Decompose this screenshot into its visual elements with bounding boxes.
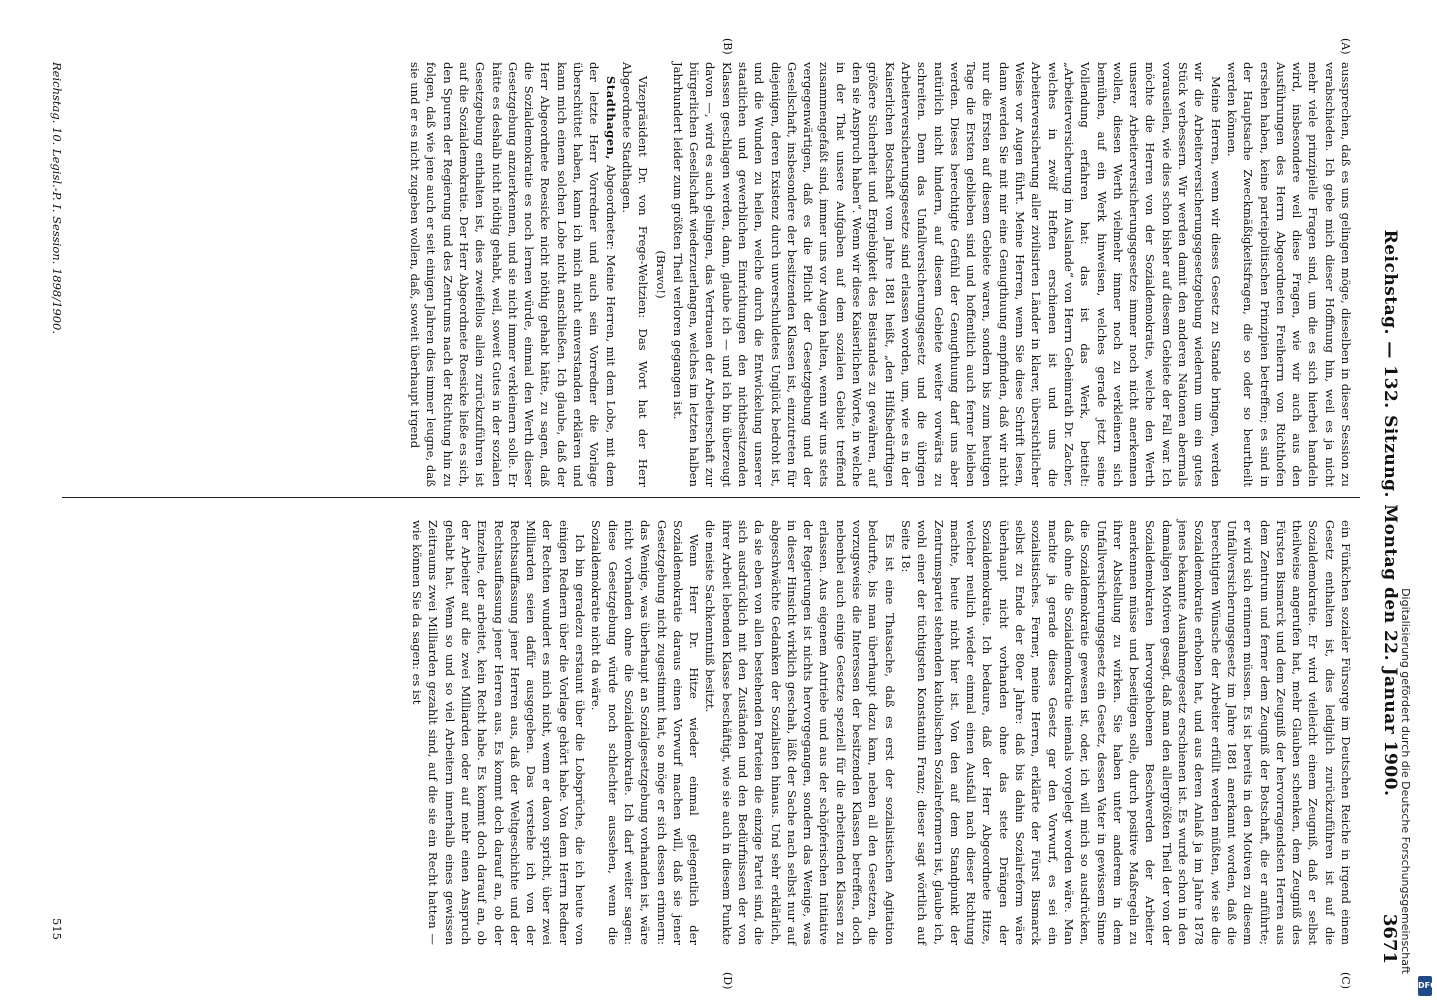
margin-marker-b: (B): [721, 38, 734, 55]
paragraph: Ich bin geradezu erstaunt über die Lobsprüche, die ich heute von einigen Rednern über die Vorlage gehört habe. Von dem Herrn Redner der Rechten wundert es mich nicht, wenn er davon spricht, über zwei Milliarden seien dafür ausgegeben. Das verstehe ich von der Rechtsauffassung jener Herren aus, daß der Weltgeschichte und der Rechtsauffassung jener Herren aus. Es kommt doch darauf an, ob der Einzelne, der arbeitet, kein Recht habe. Es kommt doch darauf an, ob der Arbeiter auf die zwei Milliarden oder auf mehr einen Anspruch gehabt hat. Wenn so und so viel Arbeitern innerhalb eines gewissen Zeitraums zwei Milliarden gezahlt sind, auf die sie ein Recht hatten — wie können Sie da sagen: es ist: [410, 520, 588, 945]
paragraph: aussprechen, daß es uns gelingen möge, dieselben in dieser Session zu verabschieden. Ich gebe mich dieser Hoffnung hin, weil es ja nicht mehr viele prinzipielle Fragen sind, um die es sich hierbei handeln wird, insbesondere weil diese Fragen, wie wir auch aus den Ausführungen des Herrn Abgeordneten Freiherrn von Richthofen ersehen haben, keine parteipolitischen Prinzipien betreffen; es sind in der Hauptsache Zweckmäßigkeitsfragen, die so oder so beurtheilt werden können.: [1224, 62, 1353, 487]
margin-marker-d: (D): [721, 972, 734, 990]
page-number: 3671: [1379, 913, 1400, 964]
right-column: [68, 520, 1354, 945]
president-announcement: Vizepräsident Dr. von Frege-Weltzien: Das Wort hat der Herr Abgeordnete Stadthagen.: [619, 62, 651, 487]
paragraph: Wenn Herr Dr. Hitze wieder einmal gelegentlich der Sozialdemokratie daraus einen Vorwurf machen will, daß sie jener Gesetzgebung nicht zugestimmt hat, so möge er sich dessen erinnern: das Wenige, was überhaupt an Sozialgesetzgebung vorhanden ist, wäre nicht vorhanden ohne die Sozialdemokratie. Ich darf weiter sagen: diese Gesetzgebung würde noch schlechter aussehen, wenn die Sozialdemokratie nicht da wäre.: [589, 520, 702, 945]
speech-paragraph: [407, 62, 619, 487]
speech-text: Meine Herren, mit dem Lobe, mit dem der letzte Herr Vorredner und auch sein Vorredner die Vorlage überschüttet haben, kann ich mich nicht einverstanden erklären und kann mich einem solchen Lobe nicht anschließen. Ich glaube, daß der Herr Abgeordnete Roesicke nicht nöthig gehabt hätte, zu sagen, daß die Sozialdemokratie es noch lernen würde, einmal den Werth dieser Gesetzgebung anzuerkennen, und sie nicht immer verkleinern solle. Er hätte es deshalb nicht nöthig gehabt, weil, soweit Gutes in der sozialen Gesetzgebung enthalten ist, dies zweifellos allein zurückzuführen ist auf die Sozialdemokratie. Der Herr Abgeordnete Roesicke ließe es sich, den Spuren der Regierung und des Zentrums nach der Richtung hin zu folgen, daß wie jene auch er seit einigen Jahren dies immer leugne, daß sie und er es nicht zugeben wollen, daß, soweit überhaupt irgend: [408, 62, 618, 488]
margin-marker-c: (C): [1339, 972, 1352, 989]
margin-marker-a: (A): [1339, 38, 1352, 55]
applause-note: (Bravo!): [653, 250, 668, 299]
paragraph: ein Fünkchen sozialer Fürsorge im Deutschen Reiche in irgend einem Gesetz enthalten ist, dies lediglich zurückzuführen ist auf die Sozialdemokratie. Er wird vielleicht einem Zeugniß, daß er selbst theilweise angerufen hat, mehr Glauben schenken, dem Zeugniß des Fürsten Bismarck und dem Zeugniß der hervorragendsten Herren aus dem Zentrum und ferner dem Zeugniß der Botschaft, die er anführte; er wird sich erinnern müssen. Es ist bereits in den Motiven zu diesem Unfallversicherungsgesetz im Jahre 1881 anerkannt worden, daß die berechtigten Wünsche der Arbeiter erfüllt werden müßten, wie sie die Sozialdemokratie erhoben hat, und aus deren Anlaß ja im Jahre 1878 jenes bekannte Ausnahmegesetz erschienen ist. Es wurde schon in den damaligen Motiven gesagt, daß man den allergrößten Theil der von der Sozialdemokraten hervorgehobenen Beschwerden der Arbeiter anerkennen müsse und beseitigen solle, durch positive Maßregeln zu ihrer Abstellung zu wirken. Sie haben unter anderem in dem Unfallversicherungsgesetz ein Gesetz, dessen Vater in gewissem Sinne die Sozialdemokratie gewesen ist, oder, ich will mich so ausdrücken, daß ohne die Sozialdemokratie niemals vorgelegt worden wäre. Man machte ja gerade dieses Gesetz gar den Vorwurf, es sei ein sozialistisches. Ferner, meine Herren, erklärte der Fürst Bismarck selbst zu Ende der 80er Jahre: daß bis dahin Sozialreform wäre überhaupt nicht vorhanden ohne das stete Drängen der Sozialdemokratie. Ich bedaure, daß der Herr Abgeordnete Hitze, welcher neulich wieder einmal einen Ausfall nach dieser Richtung machte, heute nicht hier ist. Von den auf dem Standpunkt der Zentrumspartei stehenden katholischen Sozialreformern ist, glaube ich, wohl einer der tüchtigsten Konstantin Franz; dieser sagt wörtlich auf Seite 18:: [898, 520, 1353, 945]
speaker-role: Abgeordneter:: [603, 164, 618, 251]
dfg-credit-text: Digitalisierung gefördert durch die Deutsche Forschungsgemeinschaft: [1399, 588, 1412, 974]
footer-session: Reichstag. 10. Legisl.-P. I. Session. 1898/1900.: [50, 62, 64, 335]
footer-sheet-number: 515: [50, 918, 64, 940]
dfg-logo-icon: DFG: [1418, 976, 1432, 996]
quote-paragraph: Es ist eine Thatsache, daß es erst der sozialistischen Agitation bedurfte, bis man überhaupt dazu kam, neben all den Gesetzen, die vorzugsweise die Interessen der besitzenden Klassen betreffen, doch nebenbei auch einige Gesetze speziell für die arbeitenden Klassen zu erlassen. Aus eigenem Antriebe und aus der schöpferischen Initiative der Regierungen ist nichts hervorgegangen, sondern das Wenige, was in dieser Hinsicht wirklich geschah, läßt der Sache nach selbst nur auf abgeschwächte Gedanken der Sozialisten hinaus. Und sehr erklärlich, da sie eben von allen bestehenden Parteien die einzige Partei sind, die sich ausdrücklich mit den Zuständen und den Bedürfnissen der von ihrer Arbeit lebenden Klasse beschäftigt, wie sie auch in diesem Punkte die meiste Sachkenntniß besitzt.: [703, 520, 897, 945]
header-title: Reichstag. — 132. Sitzung. Montag den 22. Januar 1900.: [1380, 229, 1400, 797]
paragraph: Meine Herren, wenn wir dieses Gesetz zu Stande bringen, werden wir die Arbeiterversicherungsgesetzgebung wiederum um ein gutes Stück verbessern. Wir werden damit den anderen Nationen abermals vorauseilen, wie dies schon bisher auf diesem Gebiete der Fall war. Ich möchte die Herren von der Sozialdemokratie, welche den Werth unserer Arbeiterversicherungsgesetze immer noch nicht anerkennen wollen, diesen Werth vielmehr immer noch zu verkleinern sich bemühen, auf ein Werk hinweisen, welches gerade jetzt seine Vollendung erfahren hat: das ist das Werk, betitelt: „Arbeiterversicherung im Auslande“ von Herrn Geheimrath Dr. Zacher, welches in zwölf Heften erschienen ist und uns die Arbeiterversicherung aller zivilisirten Länder in klarer, übersichtlicher Weise vor Augen führt. Meine Herren, wenn Sie diese Schrift lesen, dann werden Sie mit mir eine Genugthuung empfinden, daß wir nicht nur die Ersten auf diesem Gebiete waren, sondern bis zum heutigen Tage die Ersten geblieben sind und hoffentlich auch ferner bleiben werden. Dieses berechtigte Gefühl der Genugthuung darf uns aber natürlich nicht hindern, auf diesem Gebiete weiter vorwärts zu schreiten. Denn das Unfallversicherungsgesetz und die übrigen Arbeiterversicherungsgesetze sind erlassen worden, um, wie es in der Kaiserlichen Botschaft vom Jahre 1881 heißt, „den Hilfsbedürftigen größere Sicherheit und Ergiebigkeit des Beistandes zu gewähren, auf den sie Anspruch haben“. Wenn wir diese Kaiserlichen Worte, in welche in der That unsere Aufgaben auf dem sozialen Gebiet treffend zusammengefaßt sind, immer uns vor Augen halten, wenn wir uns stets vergegenwärtigen, daß es die Pflicht der Gesetzgebung und der Gesellschaft, insbesondere der besitzenden Klassen ist, einzutreten für diejenigen, deren Existenz durch unverschuldetes Unglück bedroht ist, und die Wunden zu heilen, welche durch die Entwickelung unserer staatlichen und gewerblichen Einrichtungen den nichtbesitzenden Klassen geschlagen werden, dann, glaube ich — und ich bin überzeugt davon —, wird es auch gelingen, das Vertrauen der Arbeiterschaft zur bürgerlichen Gesellschaft wiederzuerlangen, welches im letzten halben Jahrhundert leider zum größten Theil verloren gegangen ist.: [670, 62, 1223, 487]
dfg-credit-strip: [1399, 0, 1434, 1000]
column-divider: [62, 497, 1360, 498]
speaker-name: Stadthagen,: [603, 76, 618, 161]
left-column: [68, 62, 1354, 487]
